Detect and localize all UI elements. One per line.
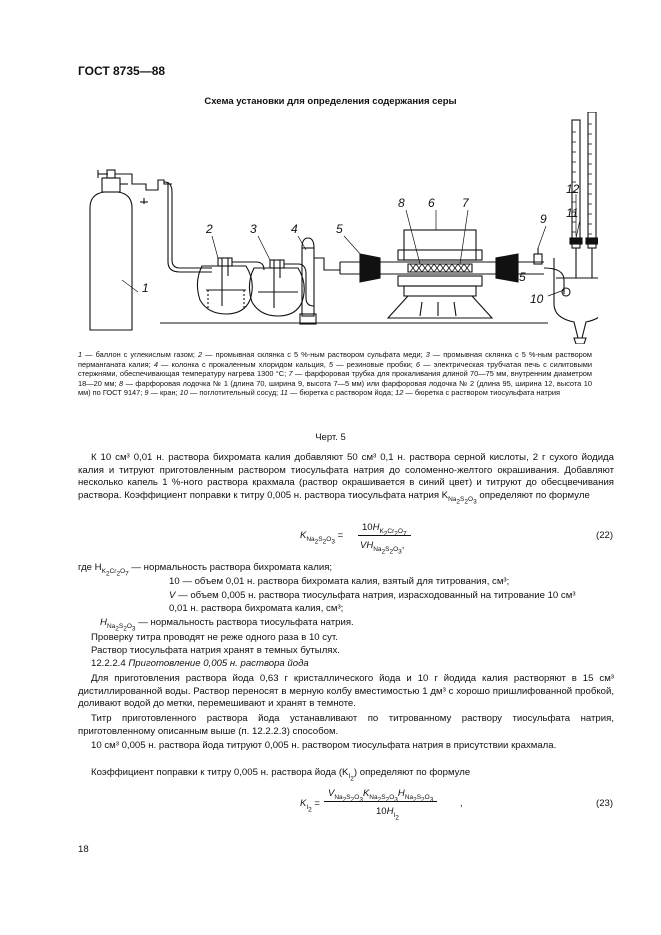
tap-9 <box>534 248 564 294</box>
formula-23: $K_{I_2}$ = <box>300 798 320 814</box>
where-4: $H_{Na_2S_2O_3}$ — нормальность раствора тиосульфата натрия. <box>100 617 354 633</box>
caption-item-text: — колонка с прокаленным хлоридом кальция, <box>157 359 329 369</box>
caption-item-text: — фарфоровая трубка для прокаливания длиной 70—75 мм, внутренним диаметром 18—20 мм; <box>78 369 592 388</box>
label-9: 9 <box>540 212 547 226</box>
caption-item-text: — промывная склянка с 5 %-ным раствором сульфата меди; <box>202 350 426 359</box>
label-10: 10 <box>530 292 544 306</box>
label-4: 4 <box>291 222 298 236</box>
figure-caption <box>78 350 592 398</box>
label-5-right: 5 <box>519 270 526 284</box>
label-6: 6 <box>428 196 435 210</box>
paragraph-4: Для приготовления раствора йода 0,63 г кристаллического йода и 10 г йодида калия растворяют в 15 см³ дистиллированной воды. Раствор переносят в мерную колбу вместимостью 1 дм³ с хорошо пришлифованной пробкой, доливают водой до метки, перемешивают и хранят в темноте. <box>78 673 614 710</box>
equation-number-22: (22) <box>596 530 614 541</box>
label-5-left: 5 <box>336 222 343 236</box>
page-number: 18 <box>78 844 89 855</box>
caption-item-text: — промывная склянка с 5 %-ным раствором перманганата калия; <box>78 350 592 369</box>
caption-item-number: 7 <box>288 369 293 379</box>
caption-item-number: 4 <box>153 359 158 369</box>
label-8: 8 <box>398 196 405 210</box>
where-1: где $H_{K_2Cr_2O_7}$ — нормальность раствора бихромата калия; <box>78 562 333 578</box>
label-3: 3 <box>250 222 257 236</box>
caption-item-number: 2 <box>198 350 203 359</box>
paragraph-7: Коэффициент поправки к титру 0,005 н. раствора йода $(K_{I_2})$ определяют по формуле <box>91 767 471 783</box>
paragraph-6: 10 см³ 0,005 н. раствора йода титруют 0,005 н. раствором тиосульфата натрия в присутствии крахмала. <box>91 740 557 751</box>
figure-number: Черт. 5 <box>315 432 346 443</box>
caption-item-number: 3 <box>425 350 430 359</box>
caption-item-text: — бюретка с раствором тиосульфата натрия <box>403 388 561 398</box>
gas-tube <box>164 182 212 268</box>
combustion-tube <box>340 254 544 282</box>
caption-item-number: 10 <box>179 388 188 398</box>
formula-22: $K_{Na_2S_2O_3}$ = <box>300 530 344 546</box>
paragraph-5: Титр приготовленного раствора йода устанавливают по титрованному раствору тиосульфата натрия, приготовленному описанным выше (п. 12.2.2.3) способом. <box>78 713 614 737</box>
caption-item-number: 9 <box>144 388 149 398</box>
figure-title: Схема установки для определения содержания серы <box>204 96 457 107</box>
label-2: 2 <box>206 222 213 236</box>
caption-item-text: — поглотительный сосуд; <box>187 388 281 398</box>
caption-item-text: — кран; <box>148 388 180 398</box>
wash-bottle-3 <box>249 260 314 316</box>
caption-item-text: — бюретка с раствором йода; <box>287 388 396 398</box>
caption-item-text: — фарфоровая лодочка № 1 (длина 70, ширина 9, высота 7—5 мм) или фарфоровая лодочка № 2 (длина 95, ширина 12, высота 10 мм) по ГОСТ 9147; <box>78 378 592 398</box>
label-7: 7 <box>462 196 469 210</box>
label-11: 11 <box>566 206 579 220</box>
caption-item-text: — электрическая трубчатая печь с силитовыми стержнями, обеспечивающая температуру нагрева 1300 °С; <box>78 359 593 379</box>
caption-item-number: 8 <box>118 378 124 388</box>
gas-cylinder <box>90 170 172 330</box>
where-3: V — объем 0,005 н. раствора тиосульфата натрия, израсходованный на титрование 10 см³ <box>169 590 576 601</box>
paragraph-3: Раствор тиосульфата натрия хранят в темных бутылях. <box>91 645 340 656</box>
caption-item-number: 6 <box>415 359 421 369</box>
caption-item-text: — баллон с углекислым газом; <box>82 350 198 359</box>
caption-item-number: 11 <box>280 388 288 398</box>
where-2: 10 — объем 0,01 н. раствора бихромата калия, взятый для титрования, см³; <box>169 576 510 587</box>
label-1: 1 <box>142 281 149 295</box>
where-3b: 0,01 н. раствора бихромата калия, см³; <box>169 603 344 614</box>
caption-item-number: 1 <box>78 350 83 359</box>
caption-item-number: 12 <box>395 388 404 398</box>
paragraph-2: Проверку титра проводят не реже одного раза в 10 сут. <box>91 632 338 643</box>
paragraph-1: К 10 см³ 0,01 н. раствора бихромата калия добавляют 50 см³ 0,1 н. раствора серной кислоты, 2 г сухого йодида калия и титруют приготовленным раствором тиосульфата натрия до соломенно-желтого окрашивания. Добавляют несколько капель 1 %-ного раствора крахмала (раствор окрашивается в синий цвет) и титруют до обесцвечивания раствора. Коэффициент поправки к титру 0,005 н. раствора тиосульфата натрия $K_{Na_2S_2O_3}$ определяют по формуле <box>78 452 614 505</box>
section-heading: 12.2.2.4 Приготовление 0,005 н. раствора йода <box>91 658 309 669</box>
caption-item-text: — резиновые пробки; <box>333 359 416 369</box>
document-code: ГОСТ 8735—88 <box>78 64 166 78</box>
equation-number-23: (23) <box>596 798 614 809</box>
caption-item-number: 5 <box>328 359 334 369</box>
label-12: 12 <box>566 182 580 196</box>
